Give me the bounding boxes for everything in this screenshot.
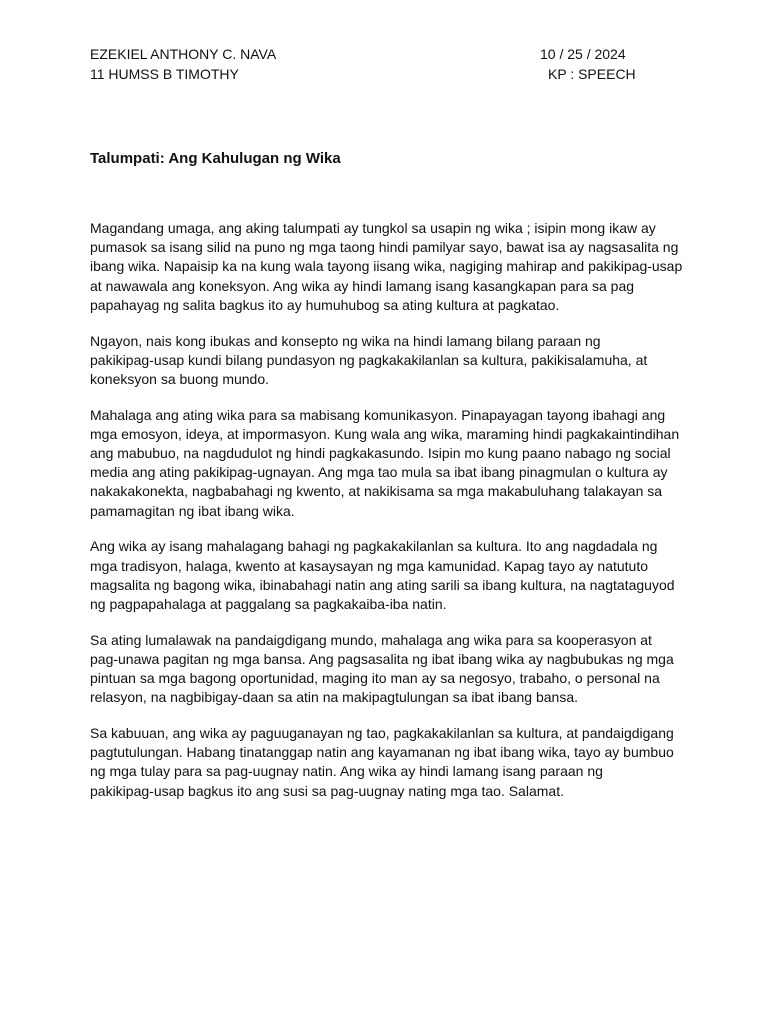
paragraph-line: ibang wika. Napaisip ka na kung wala tayong iisang wika, nagiging mahirap and pakikipag-usap [90, 258, 683, 275]
paragraph-line: nakakakonekta, nagbabahagi ng kwento, at nakikisama sa mga makabuluhang talakayan sa [90, 483, 663, 500]
date: 10 / 25 / 2024 [540, 46, 626, 62]
paragraph [90, 724, 680, 801]
paragraph-line: ng mga tulay para sa pag-uugnay natin. Ang wika ay hindi lamang isang paraan ng [90, 763, 603, 780]
paragraph [90, 631, 680, 708]
paragraph-line: media ang ating pakikipag-ugnayan. Ang mga tao mula sa ibat ibang pinagmulan o kultura ay [90, 464, 668, 481]
paragraph [90, 332, 680, 390]
class-section: 11 HUMSS B TIMOTHY [90, 66, 239, 82]
paragraph [90, 219, 683, 315]
paragraph [90, 537, 680, 614]
paragraph-line: pintuan sa mga bagong oportunidad, maging ito man ay sa negosyo, trabaho, o personal na [90, 670, 660, 687]
paragraph-line: pakikipag-usap bagkus ito ang susi sa pag-uugnay nating mga tao. Salamat. [90, 782, 564, 799]
paragraph-line: koneksyon sa buong mundo. [90, 370, 270, 387]
paragraph-line: Sa kabuuan, ang wika ay paguuganayan ng tao, pagkakakilanlan sa kultura, at pandaigdigang [90, 724, 674, 741]
speech-body [90, 219, 683, 817]
paragraph-line: relasyon, na nagbibigay-daan sa atin na makipagtulungan sa ibat ibang bansa. [90, 689, 579, 706]
paragraph-line: Sa ating lumalawak na pandaigdigang mundo, mahalaga ang wika para sa kooperasyon at [90, 631, 652, 648]
paragraph-line: ang mabubuo, na nagdudulot ng hindi pagkakasundo. Isipin mo kung paano nabago ng social [90, 445, 671, 462]
document-title: Talumpati: Ang Kahulugan ng Wika [90, 150, 341, 167]
paragraph-line: pamamagitan ng ibat ibang wika. [90, 502, 295, 519]
paragraph-line: Ang wika ay isang mahalagang bahagi ng pagkakakilanlan sa kultura. Ito ang nagdadala ng [90, 538, 658, 555]
paragraph-line: Magandang umaga, ang aking talumpati ay tungkol sa usapin ng wika ; isipin mong ikaw ay [90, 220, 656, 236]
author-name: EZEKIEL ANTHONY C. NAVA [90, 46, 277, 62]
paragraph-line: pag-unawa pagitan ng mga bansa. Ang pagsasalita ng ibat ibang wika ay nagbubukas ng mga [90, 650, 674, 667]
paragraph-line: Mahalaga ang ating wika para sa mabisang komunikasyon. Pinapayagan tayong ibahagi ang [90, 406, 666, 423]
paragraph [90, 406, 680, 521]
paragraph-line: at nawawala ang koneksyon. Ang wika ay hindi lamang isang kasangkapan para sa pag [90, 277, 635, 294]
paragraph-line: mga emosyon, ideya, at impormasyon. Kung wala ang wika, maraming hindi pagkakaintindihan [90, 425, 680, 442]
paragraph-line: pumasok sa isang silid na puno ng mga taong hindi pamilyar sayo, bawat isa ay nagsasalita ng [90, 239, 679, 256]
paragraph-line: ng pagpapahalaga at paggalang sa pagkakaiba-iba natin. [90, 595, 447, 612]
paragraph-line: Ngayon, nais kong ibukas and konsepto ng wika na hindi lamang bilang paraan ng [90, 332, 601, 349]
paragraph-line: pakikipag-usap kundi bilang pundasyon ng pagkakakilanlan sa kultura, pakikisalamuha, at [90, 351, 648, 368]
paragraph-line: papahayag ng salita bagkus ito ay humuhubog sa ating kultura at pagkatao. [90, 296, 560, 313]
subject-label: KP : SPEECH [548, 66, 636, 82]
paragraph-line: pagtutulungan. Habang tinatanggap natin ang kayamanan ng ibat ibang wika, tayo ay bumbuo [90, 744, 674, 761]
paragraph-line: mga tradisyon, halaga, kwento at kasaysayan ng mga kamunidad. Kapag tayo ay natututo [90, 557, 649, 574]
paragraph-line: magsalita ng bagong wika, ibinabahagi natin ang ating sarili sa ibang kultura, na nagtataguyod [90, 576, 675, 593]
